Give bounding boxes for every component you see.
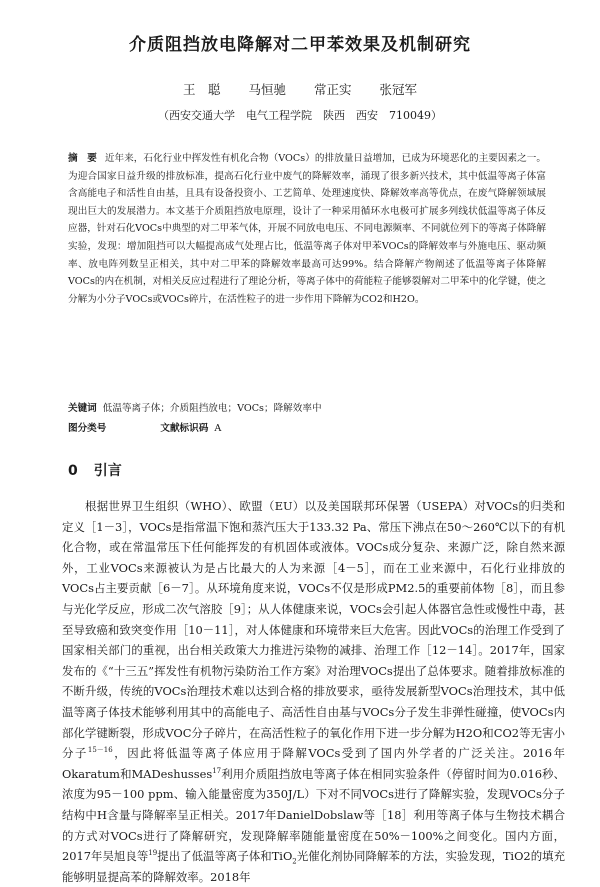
affiliation: （西安交通大学 电气工程学院 陕西 西安 710049） bbox=[158, 109, 442, 122]
citation-ref: 17 bbox=[212, 766, 222, 775]
section-heading bbox=[68, 460, 122, 480]
body-text: ，因此将低温等离子体应用于降解VOCs受到了国内外学者的广泛关注。2016年Okaratum和MADeshusses bbox=[62, 746, 565, 781]
body-text: 光催化剂协同降解苯的方法，实验发现，TiO2的填充能够明显提高苯的降解效率。2018年 bbox=[62, 849, 565, 884]
keywords-line bbox=[68, 400, 546, 414]
author-name: 马恒驰 bbox=[248, 82, 286, 97]
classification-line bbox=[68, 420, 546, 434]
doc-code-label: 文献标识码 bbox=[160, 423, 209, 434]
citation-ref: 19 bbox=[148, 849, 158, 858]
body-text: 利用介质阻挡放电等离子体在相同实验条件（停留时间为0.016秒、浓度为95－100 ppm、输入能量密度为350J/L）下对不同VOCs进行了降解实验，发现VOCs分子结构中H含量与降解率呈正相关。2017年DanielDobslaw等［18］利用等离子体与生物技术耦合的方式对VOCs进行了降解研究，发现降解率随能量密度在50%－100%之间变化。国内方面，2017年吴旭良等 bbox=[62, 766, 565, 864]
keywords-label: 关键词 bbox=[68, 403, 97, 414]
abstract bbox=[68, 150, 546, 308]
author-list bbox=[0, 80, 600, 98]
section-title: 引言 bbox=[93, 463, 122, 479]
keywords-text: 低温等离子体；介质阻挡放电；VOCs；降解效率中 bbox=[102, 403, 322, 414]
doc-code-value: A bbox=[214, 423, 222, 434]
body-text: 提出了低温等离子体和TiO bbox=[157, 849, 293, 864]
author-name: 张冠军 bbox=[379, 82, 417, 97]
clc-label: 图分类号 bbox=[68, 423, 107, 434]
body-paragraph bbox=[62, 496, 565, 887]
citation-ref: 15－16 bbox=[87, 746, 113, 755]
author-name: 常正实 bbox=[313, 82, 352, 97]
abstract-label: 摘 要 bbox=[68, 153, 97, 164]
paper-title: 介质阻挡放电降解对二甲苯效果及机制研究 bbox=[129, 35, 471, 55]
abstract-text: 近年来，石化行业中挥发性有机化合物（VOCs）的排放量日益增加，已成为环境恶化的主要因素之一。为迎合国家日益升级的排放标准，提高石化行业中废气的降解效率，涌现了很多新兴技术，其中低温等离子体富含高能电子和活性自由基，且具有设备投资小、工艺简单、处理速度快、降解效率高等优点，在废气降解领域展现出巨大的发展潜力。本文基于介质阻挡放电原理，设计了一种采用循环水电极可扩展多列线状低温等离子体反应器，针对石化VOCs中典型的对二甲苯气体，开展不同放电电压、不同电源频率、不同就位列下的等离子体降解实验，发现：增加阻挡可以大幅提高成气处理占比，低温等离子体对甲苯VOCs的降解效率与外施电压、驱动频率、放电阵列数呈正相关，其中对二甲苯的降解效率最高可达99%。结合降解产物阐述了低温等离子体降解VOCs的内在机制，对相关反应过程进行了理论分析，等离子体中的荷能粒子能够裂解对二甲苯中的化学键，使之分解为小分子VOCs或VOCs碎片，在活性粒子的进一步作用下降解为CO2和H2O。 bbox=[68, 153, 547, 305]
author-name: 王 聪 bbox=[182, 82, 221, 97]
section-number: 0 bbox=[68, 463, 78, 479]
subscript: 2 bbox=[292, 857, 297, 866]
body-text: 根据世界卫生组织（WHO）、欧盟（EU）以及美国联邦环保署（USEPA）对VOCs的归类和定义［1－3］，VOCs是指常温下饱和蒸汽压大于133.32 Pa、常压下沸点在50～260℃以下的有机化合物，或在常温常压下任何能挥发的有机固体或液体。VOCs成分复杂、来源广泛，除自然来源外，工业VOCs来源被认为是占比最大的人为来源［4－5］，而在工业来源中，石化行业排放的VOCs占主要贡献［6－7］。从环境角度来说，VOCs不仅是形成PM2.5的重要前体物［8］，而且参与光化学反应，形成二次气溶胶［9］；从人体健康来说，VOCs会引起人体器官急性或慢性中毒，甚至导致癌和致突变作用［10－11］，对人体健康和环境带来巨大危害。因此VOCs的治理工作受到了国家相关部门的重视，出台相关政策大力推进污染物的减排、治理工作［12－14］。2017年，国家发布的《“十三五”挥发性有机物污染防治工作方案》对治理VOCs提出了总体要求。随着排放标准的不断升级，传统的VOCs治理技术难以达到合格的排放要求，亟待发展新型VOCs治理技术，其中低温等离子体技术能够利用其中的高能电子、高活性自由基与VOCs分子发生非弹性碰撞，使VOCs内部化学键断裂，形成VOC分子碎片，在高活性粒子的氧化作用下进一步分解为H2O和CO2等无害小分子 bbox=[62, 499, 565, 761]
